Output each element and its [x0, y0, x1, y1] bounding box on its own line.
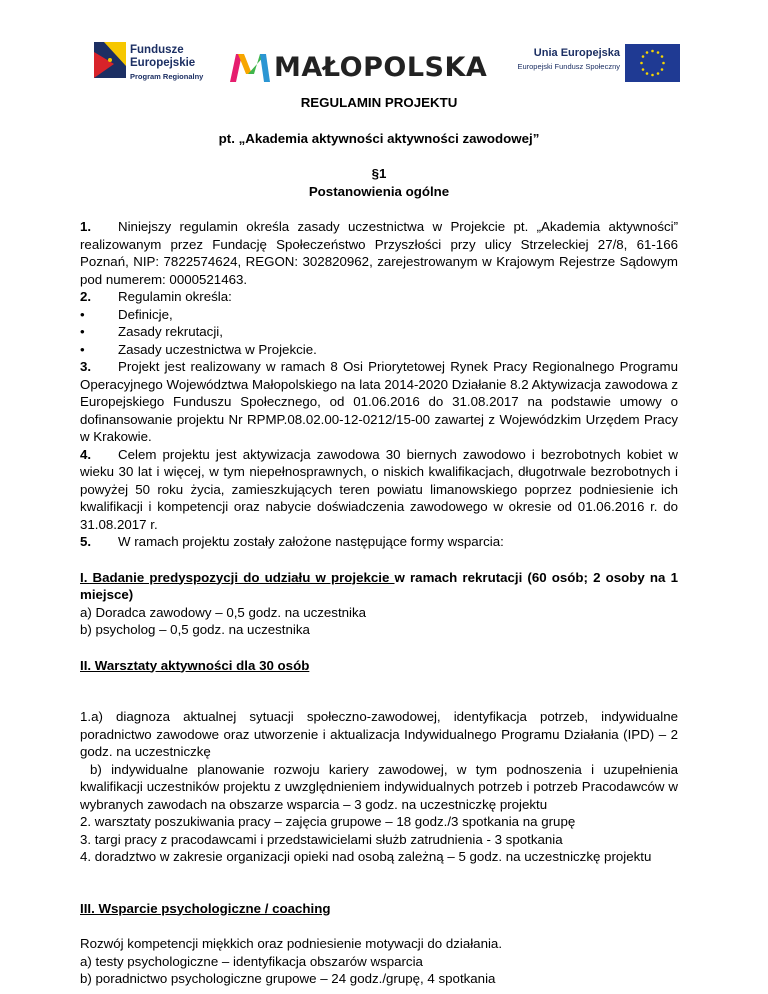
section-ii-item-2: 2. warsztaty poszukiwania pracy – zajęcia grupowe – 18 godz./3 spotkania na grupę — [80, 814, 576, 829]
paragraph-text: Projekt jest realizowany w ramach 8 Osi Priorytetowej Rynek Pracy Regionalnego Programu Operacyjnego Województwa Małopolskiego na lata 2014-2020 Działanie 8.2 Aktywizacja zawodowa z Europejskiego Funduszu Społecznego, od 01.06.2016 do 31.08.2017 na podstawie umowy o dofinansowanie projektu Nr RPMP.08.02.00-12-0212/15-00 zawartej z Wojewódzkim Urzędem Pracy w Krakowie. — [80, 359, 678, 444]
paragraph-text: W ramach projektu zostały założone następujące formy wsparcia: — [118, 534, 504, 549]
paragraph-number: 3. — [80, 359, 92, 374]
fe-line1: Fundusze — [130, 44, 184, 56]
logo-header — [0, 38, 768, 90]
section-i-heading: I. Badanie predyspozycji do udziału w projekcie w ramach rekrutacji (60 osób; 2 osoby na 1 miejsce) — [80, 569, 678, 602]
project-subtitle: pt. „Akademia aktywności aktywności zawodowej” — [218, 130, 540, 146]
section-ii-item-1a: 1.a) diagnoza aktualnej sytuacji społeczno-zawodowej, identyfikacja potrzeb, indywidualne poradnictwo zawodowe oraz utworzenie i aktualizacja Indywidualnego Programu Działania (IPD) – 2 godz. na uczestniczkę — [80, 709, 678, 759]
paragraph-number: 1. — [80, 219, 92, 234]
section-iii-item-a: a) testy psychologiczne – identyfikacja obszarów wsparcia — [80, 953, 423, 969]
section-ii-heading: II. Warsztaty aktywności dla 30 osób — [80, 657, 310, 673]
paragraph-number: 5. — [80, 534, 92, 549]
malopolska-logo — [230, 52, 490, 84]
fe-line3: Program Regionalny — [130, 72, 204, 81]
eu-line2: Europejski Fundusz Społeczny — [517, 62, 620, 71]
malopolska-text: MAŁOPOLSKA — [274, 52, 488, 83]
list-item: • Definicje, — [80, 306, 173, 322]
fe-flag-icon — [94, 42, 126, 78]
section-iii-heading: III. Wsparcie psychologiczne / coaching — [80, 900, 331, 916]
eu-line1: Unia Europejska — [533, 47, 620, 59]
paragraph-text: Niniejszy regulamin określa zasady uczestnictwa w Projekcie pt. „Akademia aktywności” realizowanym przez Fundację Społeczeństwo Przyszłości przy ulicy Strzeleckiej 27/8, 61-166 Poznań, NIP: 7822574624, REGON: 302820962, zarejestrowanym w Krajowym Rejestrze Sądowym pod numerem: 0000521463. — [80, 219, 678, 287]
paragraph-text: Regulamin określa: — [118, 289, 232, 304]
eu-logo — [510, 44, 680, 84]
section-title: Postanowienia ogólne — [308, 183, 450, 199]
paragraph-number: 4. — [80, 446, 92, 462]
list-item: • Zasady uczestnictwa w Projekcie. — [80, 341, 317, 357]
paragraph-2 — [80, 288, 678, 306]
section-ii-item-1b: b) indywidualne planowanie rozwoju kariery zawodowej, w tym podnoszenia i uzupełnienia kwalifikacji uczestników projektu z uwzględnieniem indywidualnych potrzeb i potrzeb Pracodawców w wybranych zawodach na obszarze wsparcia – 3 godz. na uczestniczkę projektu — [80, 761, 678, 812]
section-number: §1 — [371, 166, 387, 181]
bullet: • — [80, 341, 85, 357]
section-i-item-a: a) Doradca zawodowy – 0,5 godz. na uczestnika — [80, 604, 367, 620]
paragraph-1 — [80, 218, 678, 288]
list-item: • Zasady rekrutacji, — [80, 324, 223, 339]
eu-flag-icon — [625, 44, 680, 82]
section-iii-item-b: b) poradnictwo psychologiczne grupowe – 24 godz./grupę, 4 spotkania — [80, 971, 496, 986]
paragraph-4 — [80, 446, 678, 534]
paragraph-3 — [80, 358, 678, 446]
bullet: • — [80, 324, 85, 339]
section-ii-item-3: 3. targi pracy z pracodawcami i przedstawicielami służb zatrudnienia - 3 spotkania — [80, 831, 563, 847]
malopolska-m-icon — [230, 54, 270, 82]
section-i-item-b: b) psycholog – 0,5 godz. na uczestnika — [80, 622, 310, 637]
section-ii-item-4: 4. doradztwo w zakresie organizacji opieki nad osobą zależną – 5 godz. na uczestniczkę projektu — [80, 849, 652, 864]
fundusze-europejskie-logo — [94, 42, 214, 86]
section-iii-intro: Rozwój kompetencji miękkich oraz podniesienie motywacji do działania. — [80, 936, 503, 951]
paragraph-number: 2. — [80, 289, 92, 304]
document-body — [80, 94, 678, 988]
paragraph-5 — [80, 533, 678, 551]
bullet: • — [80, 306, 85, 322]
document-title: REGULAMIN PROJEKTU — [300, 95, 458, 110]
fe-line2: Europejskie — [130, 57, 196, 69]
paragraph-text: Celem projektu jest aktywizacja zawodowa 30 biernych zawodowo i bezrobotnych kobiet w wieku 30 lat i więcej, w tym niepełnosprawnych, o niskich kwalifikacjach, długotrwale bezrobotnych i powyżej 50 roku życia, zamieszkujących teren powiatu limanowskiego poprzez podniesienie ich kwalifikacji i kompetencji oraz nabycie doświadczenia zawodowego w okresie od 01.06.2016 r. do 31.08.2017 r. — [80, 446, 678, 532]
